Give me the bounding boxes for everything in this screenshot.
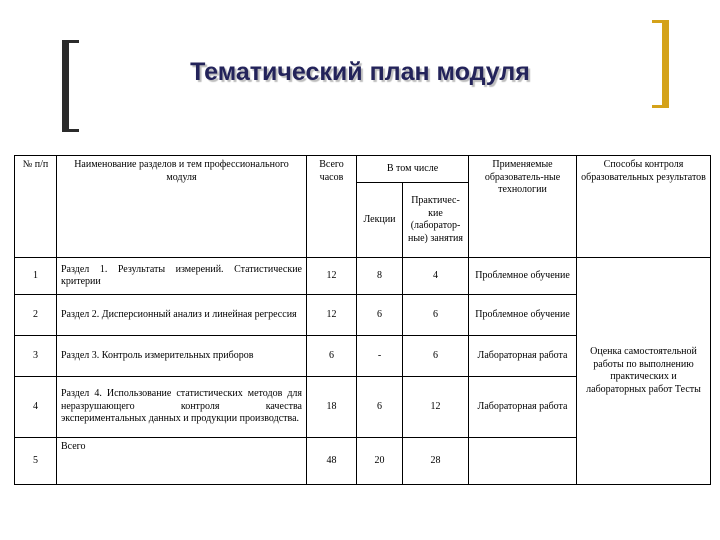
header-technologies: Применяемые образователь-ные технологии — [469, 156, 577, 258]
row-name: Раздел 2. Дисперсионный анализ и линейная регрессия — [57, 295, 307, 336]
row-lectures: 20 — [357, 438, 403, 485]
row-practical: 12 — [403, 377, 469, 438]
row-lectures: 8 — [357, 258, 403, 295]
header-name: Наименование разделов и тем профессионального модуля — [57, 156, 307, 258]
row-total: 48 — [307, 438, 357, 485]
control-methods-cell: Оценка самостоятельной работы по выполнению практических и лабораторных работ Тесты — [577, 258, 711, 485]
row-practical: 6 — [403, 336, 469, 377]
row-num: 1 — [15, 258, 57, 295]
row-num: 5 — [15, 438, 57, 485]
row-practical: 6 — [403, 295, 469, 336]
row-technology — [469, 438, 577, 485]
header-control: Способы контроля образовательных результатов — [577, 156, 711, 258]
header-lectures: Лекции — [357, 183, 403, 258]
header-num: № п/п — [15, 156, 57, 258]
row-practical: 28 — [403, 438, 469, 485]
left-bracket-decoration — [62, 40, 79, 132]
right-bracket-decoration — [652, 20, 669, 108]
slide-title: Тематический план модуля — [190, 58, 530, 86]
row-total: 12 — [307, 295, 357, 336]
row-num: 4 — [15, 377, 57, 438]
row-name: Раздел 3. Контроль измерительных приборов — [57, 336, 307, 377]
row-total: 18 — [307, 377, 357, 438]
table-row — [15, 258, 711, 295]
thematic-plan-table — [14, 155, 711, 485]
row-technology: Лабораторная работа — [469, 377, 577, 438]
row-name: Раздел 4. Использование статистических методов для неразрушающего контроля качества экспериментальных данных и продукции производства. — [57, 377, 307, 438]
row-name: Раздел 1. Результаты измерений. Статистические критерии — [57, 258, 307, 295]
header-total: Всего часов — [307, 156, 357, 258]
header-including: В том числе — [357, 156, 469, 183]
row-technology: Лабораторная работа — [469, 336, 577, 377]
row-lectures: 6 — [357, 295, 403, 336]
row-lectures: - — [357, 336, 403, 377]
row-total: 6 — [307, 336, 357, 377]
row-practical: 4 — [403, 258, 469, 295]
row-technology: Проблемное обучение — [469, 295, 577, 336]
row-name: Всего — [57, 438, 307, 485]
row-lectures: 6 — [357, 377, 403, 438]
row-technology: Проблемное обучение — [469, 258, 577, 295]
row-total: 12 — [307, 258, 357, 295]
header-row — [15, 156, 711, 183]
header-practical: Практичес-кие (лаборатор-ные) занятия — [403, 183, 469, 258]
row-num: 3 — [15, 336, 57, 377]
row-num: 2 — [15, 295, 57, 336]
